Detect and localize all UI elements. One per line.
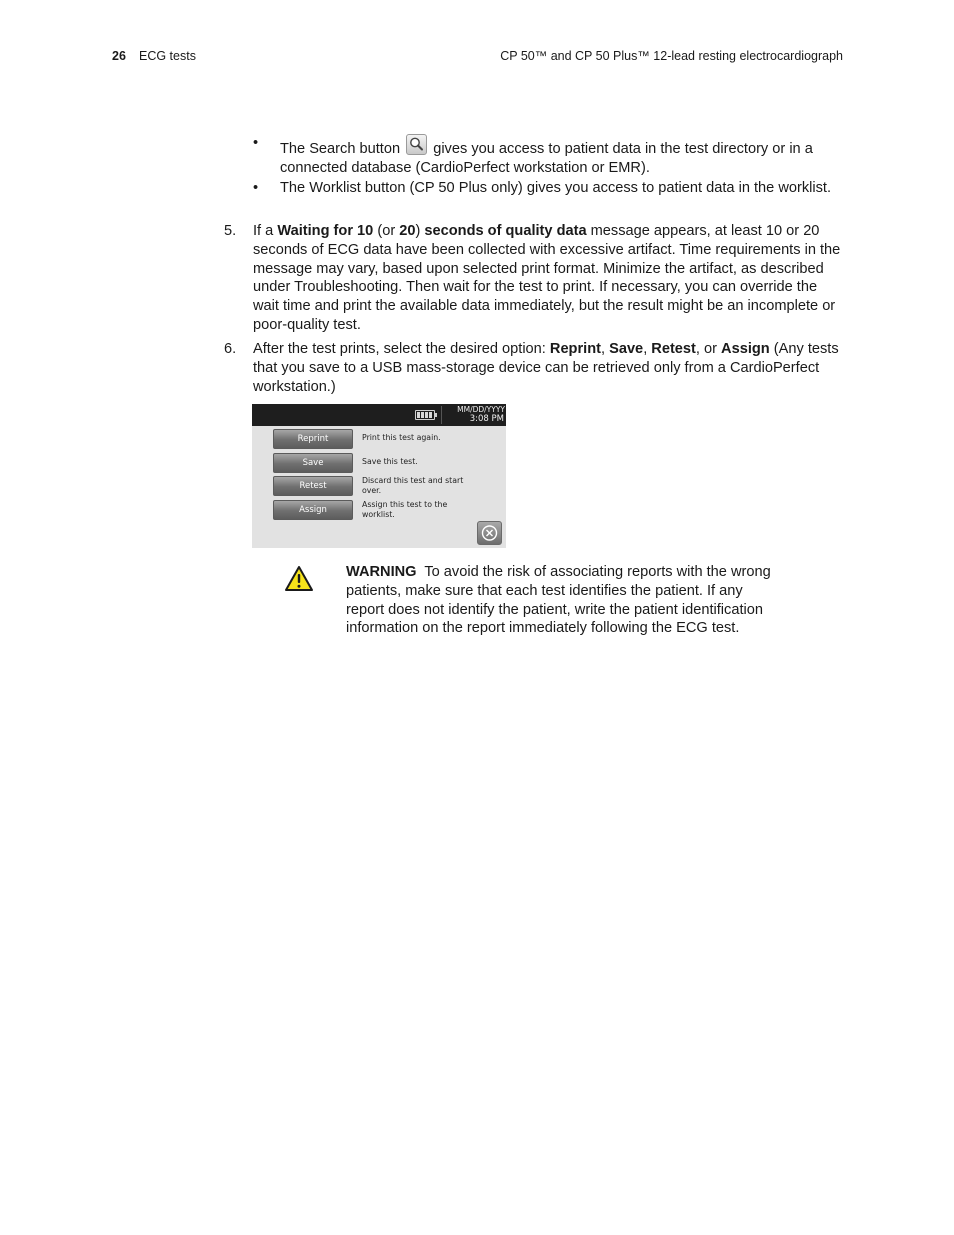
assign-button[interactable]: Assign xyxy=(273,500,353,520)
warning-label: WARNING xyxy=(346,564,417,580)
device-time: 3:08 PM xyxy=(469,414,504,424)
bullet-text-part: gives you access to patient data in the test directory or in a connected database (CardioPerfect workstation or EMR). xyxy=(280,141,813,176)
bullet-text xyxy=(280,134,845,178)
bold-run: Save xyxy=(609,341,644,357)
bold-run: seconds of quality data xyxy=(424,223,587,239)
text-run: ) xyxy=(415,223,425,239)
battery-icon xyxy=(415,410,435,420)
step-number: 5. xyxy=(224,223,237,239)
bullet-marker: • xyxy=(253,180,259,196)
assign-description: Assign this test to the worklist. xyxy=(362,500,448,519)
text-run: If a xyxy=(253,223,278,239)
retest-button[interactable]: Retest xyxy=(273,476,353,496)
running-header xyxy=(112,49,843,67)
reprint-button[interactable]: Reprint xyxy=(273,429,353,449)
text-run: message appears, at least 10 or 20 seconds of ECG data have been collected with excessive artifact. Time requirements in the message may vary, based upon selected print format. Minimize the artifact, as described under Troubleshooting. Then wait for the test to print. If necessary, you can override the wait time and print the available data immediately, but the result might be an incomplete or poor-quality test. xyxy=(253,223,841,333)
text-run: , xyxy=(600,341,610,357)
text-run: After the test prints, select the desired option: xyxy=(253,341,550,357)
bold-run: Waiting for 10 xyxy=(277,223,374,239)
text-run: (or xyxy=(373,223,400,239)
step-number: 6. xyxy=(224,341,237,357)
status-divider xyxy=(441,406,442,424)
step-text xyxy=(253,222,843,335)
bullet-text-part: The Search button xyxy=(280,141,401,157)
bold-run: 20 xyxy=(399,223,416,239)
bold-run: Reprint xyxy=(549,341,601,357)
device-date: MM/DD/YYYY xyxy=(457,405,505,414)
reprint-description: Print this test again. xyxy=(362,433,441,442)
bullet-marker: • xyxy=(253,135,259,151)
document-title: CP 50™ and CP 50 Plus™ 12-lead resting electrocardiograph xyxy=(500,49,843,63)
warning-message: To avoid the risk of associating reports with the wrong patients, make sure that each test identifies the patient. If any report does not identify the patient, write the patient identification information on the report immediately following the ECG test. xyxy=(346,564,771,637)
device-screen-image xyxy=(252,404,506,548)
step-text xyxy=(253,340,843,396)
save-button[interactable]: Save xyxy=(273,453,353,473)
search-icon xyxy=(406,134,427,155)
warning-triangle-icon xyxy=(284,565,314,593)
bullet-text: The Worklist button (CP 50 Plus only) gives you access to patient data in the worklist. xyxy=(280,180,832,196)
retest-description: Discard this test and start over. xyxy=(362,476,464,495)
device-status-bar xyxy=(252,404,506,426)
save-description: Save this test. xyxy=(362,457,418,466)
page-number: 26 xyxy=(112,49,126,63)
section-title: ECG tests xyxy=(139,49,196,63)
bold-run: Retest xyxy=(651,341,696,357)
warning-text xyxy=(346,563,771,638)
bold-run: Assign xyxy=(721,341,770,357)
close-circle-icon[interactable] xyxy=(477,521,502,545)
text-run: , or xyxy=(695,341,722,357)
text-run: (Any tests that you save to a USB mass-storage device can be retrieved only from a CardioPerfect workstation.) xyxy=(253,341,839,395)
text-run: , xyxy=(643,341,652,357)
